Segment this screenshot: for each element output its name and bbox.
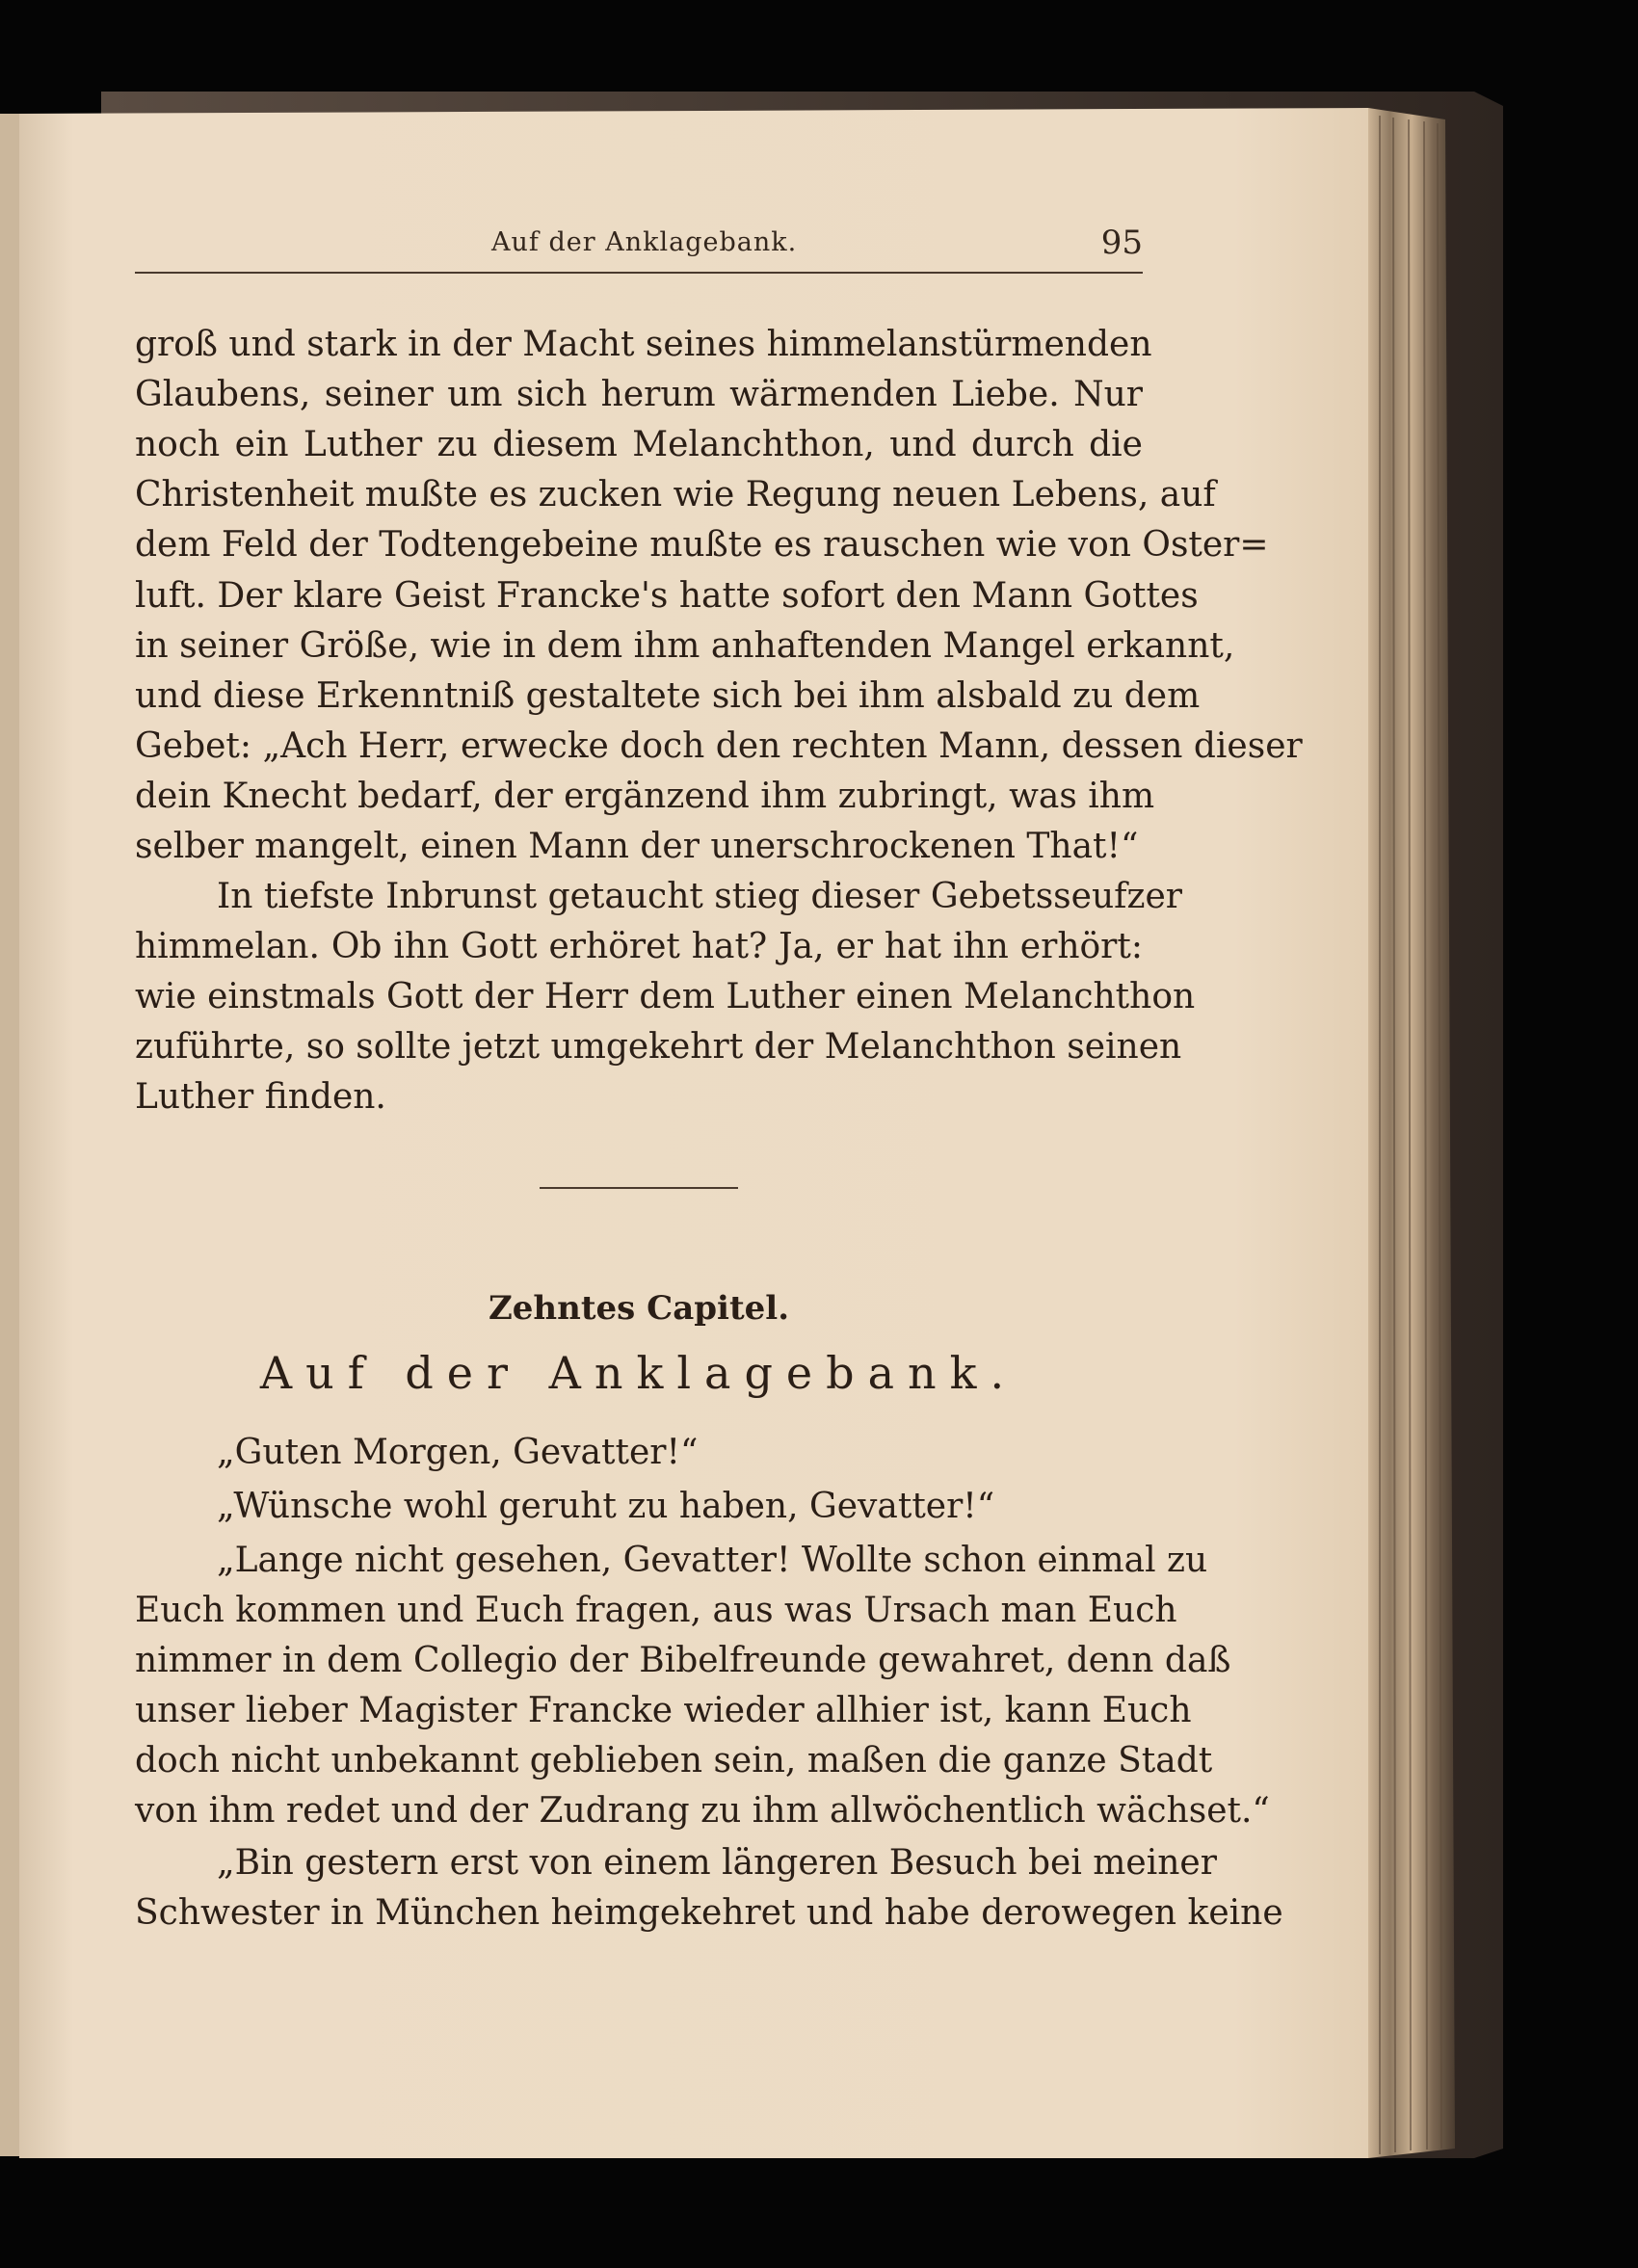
text-line: himmelan. Ob ihn Gott erhöret hat? Ja, er hat ihn erhört: <box>135 927 1143 966</box>
text-line: Glaubens, seiner um sich herum wärmenden Liebe. Nur <box>135 375 1143 414</box>
dialogue-line: „Guten Morgen, Gevatter!“ <box>217 1433 699 1472</box>
text-line: nimmer in dem Collegio der Bibelfreunde gewahret, denn daß <box>135 1641 1231 1680</box>
text-line: in seiner Größe, wie in dem ihm anhaftenden Mangel erkannt, <box>135 626 1235 666</box>
text-line: Schwester in München heimgekehret und habe derowegen keine <box>135 1893 1283 1933</box>
header-rule <box>135 272 1143 274</box>
text-line: dem Feld der Todtengebeine mußte es rauschen wie von Oster= <box>135 525 1269 565</box>
dialogue-line: „Wünsche wohl geruht zu haben, Gevatter!“ <box>217 1487 995 1526</box>
text-line: luft. Der klare Geist Francke's hatte sofort den Mann Gottes <box>135 576 1199 616</box>
running-title: Auf der Anklagebank. <box>491 227 798 257</box>
text-line: wie einstmals Gott der Herr dem Luther einen Melanchthon <box>135 977 1196 1016</box>
text-line: von ihm redet und der Zudrang zu ihm allwöchentlich wächset.“ <box>135 1791 1270 1831</box>
page-fore-edge <box>1368 108 1455 2158</box>
chapter-title: Auf der Anklagebank. <box>259 1347 1018 1399</box>
text-line: In tiefste Inbrunst getaucht stieg dieser Gebetsseufzer <box>217 877 1182 916</box>
text-line: Christenheit mußte es zucken wie Regung neuen Lebens, auf <box>135 475 1216 514</box>
text-line: groß und stark in der Macht seines himmelanstürmenden <box>135 325 1152 364</box>
text-line: Euch kommen und Euch fragen, aus was Ursach man Euch <box>135 1591 1177 1630</box>
page-header <box>135 220 1143 268</box>
text-line: „Bin gestern erst von einem längeren Besuch bei meiner <box>217 1843 1217 1883</box>
text-line: dein Knecht bedarf, der ergänzend ihm zubringt, was ihm <box>135 777 1155 816</box>
chapter-label: Zehntes Capitel. <box>488 1289 790 1328</box>
text-line: zuführte, so sollte jetzt umgekehrt der Melanchthon seinen <box>135 1027 1182 1067</box>
text-line: und diese Erkenntniß gestaltete sich bei ihm alsbald zu dem <box>135 676 1201 716</box>
left-page-sliver <box>0 114 19 2156</box>
page-number: 95 <box>1100 224 1143 262</box>
text-line: Gebet: „Ach Herr, erwecke doch den rechten Mann, dessen dieser <box>135 726 1303 766</box>
text-line: unser lieber Magister Francke wieder allhier ist, kann Euch <box>135 1691 1192 1730</box>
section-divider <box>540 1187 738 1189</box>
text-line: doch nicht unbekannt geblieben sein, maßen die ganze Stadt <box>135 1741 1213 1780</box>
text-line: Luther finden. <box>135 1077 386 1117</box>
text-line: selber mangelt, einen Mann der unerschrockenen That!“ <box>135 827 1139 866</box>
text-line: „Lange nicht gesehen, Gevatter! Wollte schon einmal zu <box>217 1541 1208 1580</box>
text-line: noch ein Luther zu diesem Melanchthon, und durch die <box>135 425 1143 464</box>
